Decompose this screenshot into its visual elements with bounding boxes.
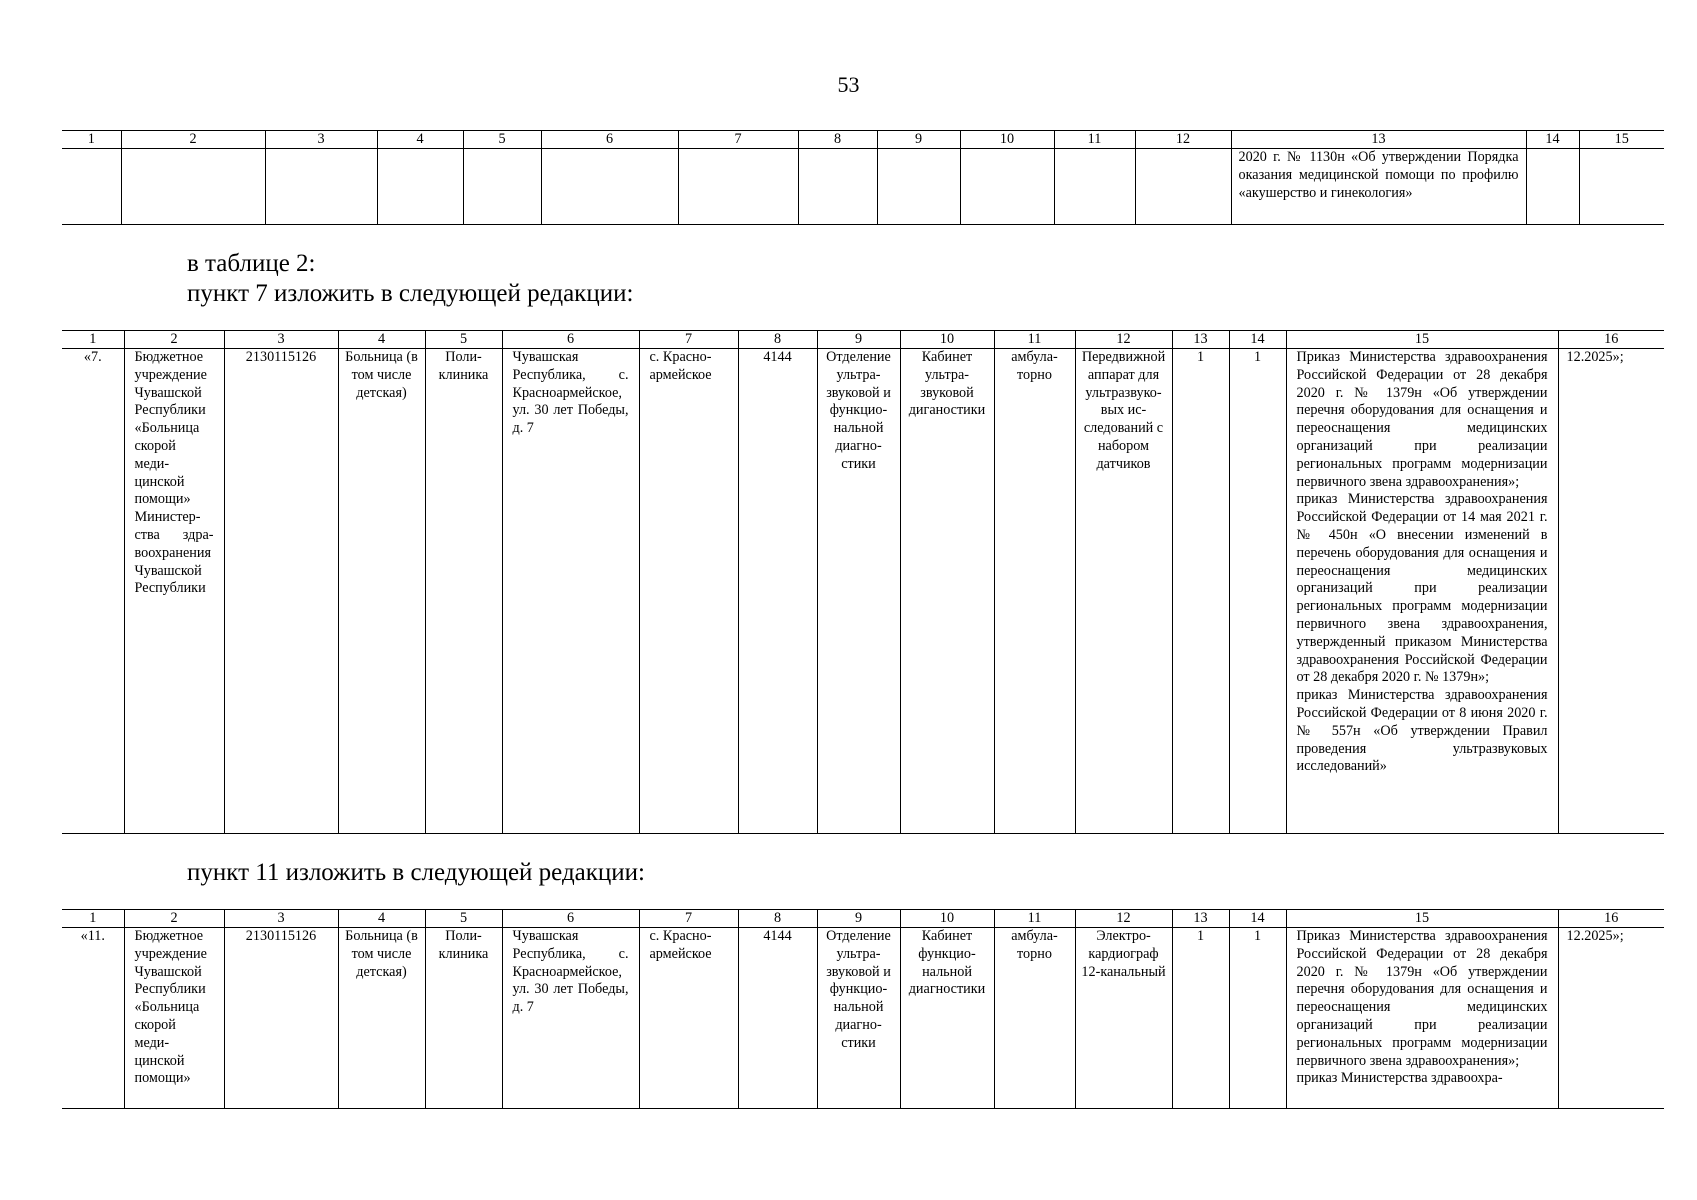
population-cell: 4144	[738, 928, 817, 1109]
column-number: 3	[224, 331, 338, 349]
quantity-cell: 1	[1229, 349, 1286, 834]
quantity-cell: 1	[1172, 928, 1229, 1109]
organization-cell: Бюджетное учреждение Чувашской Республики «Больница скорой медицинской помощи» Министерства здравоохранения Чувашской Республики	[124, 349, 224, 834]
deadline-cell: 12.2025»;	[1558, 349, 1664, 834]
equipment-cell: Электрокардиограф 12-канальный	[1075, 928, 1172, 1109]
table-header-row	[62, 131, 1664, 149]
subdivision-type-cell: Поликлиника	[425, 928, 502, 1109]
column-number: 6	[502, 331, 639, 349]
table-cell	[1526, 149, 1579, 225]
column-number: 11	[1054, 131, 1135, 149]
legal-basis-cell: Приказ Министерства здравоохранения Российской Федерации от 28 декабря 2020 г. № 1379н «Об утверждении перечня оборудования для оснащения и переоснащения медицинских организаций при реализации региональных программ модернизации первичного звена здравоохранения»; приказ Министерства здравоохра-	[1286, 928, 1558, 1109]
column-number: 11	[994, 331, 1075, 349]
column-number: 13	[1172, 331, 1229, 349]
column-number: 10	[900, 331, 994, 349]
facility-type-cell: Больница (в том числе детская)	[338, 928, 425, 1109]
care-condition-cell: амбулаторно	[994, 928, 1075, 1109]
heading-item-7: пункт 7 изложить в следующей редакции:	[187, 280, 634, 307]
column-number: 14	[1229, 331, 1286, 349]
cabinet-cell: Кабинет функциональной диагностики	[900, 928, 994, 1109]
column-number: 2	[124, 331, 224, 349]
column-number: 10	[960, 131, 1054, 149]
inn-cell: 2130115126	[224, 928, 338, 1109]
table-cell	[877, 149, 960, 225]
address-cell: Чувашская Республика, с. Красноармейское, ул. 30 лет Победы, д. 7	[502, 349, 639, 834]
column-number: 10	[900, 910, 994, 928]
table-header-row	[62, 331, 1664, 349]
settlement-cell: с. Красноармейское	[639, 349, 738, 834]
column-number: 7	[639, 910, 738, 928]
table-cell	[678, 149, 798, 225]
column-number: 8	[798, 131, 877, 149]
column-number: 5	[463, 131, 541, 149]
department-cell: Отделение ультразвуковой и функциональной диагностики	[817, 349, 900, 834]
column-number: 16	[1558, 910, 1664, 928]
continuation-table	[62, 130, 1664, 225]
table-cell	[1579, 149, 1664, 225]
column-number: 9	[877, 131, 960, 149]
column-number: 7	[639, 331, 738, 349]
column-number: 1	[62, 131, 121, 149]
deadline-cell: 12.2025»;	[1558, 928, 1664, 1109]
column-number: 4	[338, 331, 425, 349]
settlement-cell: с. Красноармейское	[639, 928, 738, 1109]
table-cell	[463, 149, 541, 225]
item-7-table	[62, 330, 1664, 834]
column-number: 12	[1075, 910, 1172, 928]
item-number-cell: «7.	[62, 349, 124, 834]
column-number: 15	[1286, 910, 1558, 928]
item-number-cell: «11.	[62, 928, 124, 1109]
page-number: 53	[837, 72, 860, 97]
column-number: 5	[425, 910, 502, 928]
column-number: 5	[425, 331, 502, 349]
column-number: 13	[1172, 910, 1229, 928]
subdivision-type-cell: Поликлиника	[425, 349, 502, 834]
item-11-table	[62, 909, 1664, 1109]
column-number: 3	[265, 131, 377, 149]
quantity-cell: 1	[1229, 928, 1286, 1109]
table-row	[62, 149, 1664, 225]
column-number: 8	[738, 910, 817, 928]
care-condition-cell: амбулаторно	[994, 349, 1075, 834]
column-number: 13	[1231, 131, 1526, 149]
column-number: 8	[738, 331, 817, 349]
department-cell: Отделение ультразвуковой и функциональной диагностики	[817, 928, 900, 1109]
heading-item-11: пункт 11 изложить в следующей редакции:	[187, 859, 645, 886]
column-number: 9	[817, 331, 900, 349]
address-cell: Чувашская Республика, с. Красноармейское, ул. 30 лет Победы, д. 7	[502, 928, 639, 1109]
cabinet-cell: Кабинет ультразвуковой диганостики	[900, 349, 994, 834]
table-cell	[265, 149, 377, 225]
column-number: 15	[1286, 331, 1558, 349]
column-number: 4	[338, 910, 425, 928]
column-number: 1	[62, 331, 124, 349]
facility-type-cell: Больница (в том числе детская)	[338, 349, 425, 834]
column-number: 16	[1558, 331, 1664, 349]
table-cell	[121, 149, 265, 225]
column-number: 6	[541, 131, 678, 149]
organization-cell: Бюджетное учреждение Чувашской Республики «Больница скорой медицинской помощи»	[124, 928, 224, 1109]
table-cell	[960, 149, 1054, 225]
column-number: 12	[1135, 131, 1231, 149]
column-number: 2	[124, 910, 224, 928]
table-row	[62, 349, 1664, 834]
column-number: 1	[62, 910, 124, 928]
column-number: 14	[1229, 910, 1286, 928]
table-row	[62, 928, 1664, 1109]
table-cell	[62, 149, 121, 225]
column-number: 15	[1579, 131, 1664, 149]
table-cell	[1054, 149, 1135, 225]
column-number: 14	[1526, 131, 1579, 149]
column-number: 2	[121, 131, 265, 149]
column-number: 7	[678, 131, 798, 149]
column-number: 4	[377, 131, 463, 149]
heading-table-2: в таблице 2:	[187, 250, 316, 277]
equipment-cell: Передвижной аппарат для ультразвуковых исследований с набором датчиков	[1075, 349, 1172, 834]
legal-basis-cell: Приказ Министерства здравоохранения Российской Федерации от 28 декабря 2020 г. № 1379н «Об утверждении перечня оборудования для оснащения и переоснащения медицинских организаций при реализации региональных программ модернизации первичного звена здравоохранения»; приказ Министерства здравоохранения Российской Федерации от 14 мая 2021 г. № 450н «О внесении изменений в перечень оборудования для оснащения и переоснащения медицинских организаций при реализации региональных программ модернизации первичного звена здравоохранения, утвержденный приказом Министерства здравоохранения Российской Федерации от 28 декабря 2020 г. № 1379н»; приказ Министерства здравоохранения Российской Федерации от 8 июня 2020 г. № 557н «Об утверждении Правил проведения ультразвуковых исследований»	[1286, 349, 1558, 834]
population-cell: 4144	[738, 349, 817, 834]
quantity-cell: 1	[1172, 349, 1229, 834]
table-cell	[377, 149, 463, 225]
column-number: 6	[502, 910, 639, 928]
column-number: 9	[817, 910, 900, 928]
column-number: 3	[224, 910, 338, 928]
table-cell	[798, 149, 877, 225]
table-header-row	[62, 910, 1664, 928]
table-cell	[541, 149, 678, 225]
table-cell	[1135, 149, 1231, 225]
inn-cell: 2130115126	[224, 349, 338, 834]
column-number: 11	[994, 910, 1075, 928]
column-number: 12	[1075, 331, 1172, 349]
legal-basis-cell: 2020 г. № 1130н «Об утверждении Порядка оказания медицинской помощи по профилю «акушерство и гинекология»	[1231, 149, 1526, 225]
